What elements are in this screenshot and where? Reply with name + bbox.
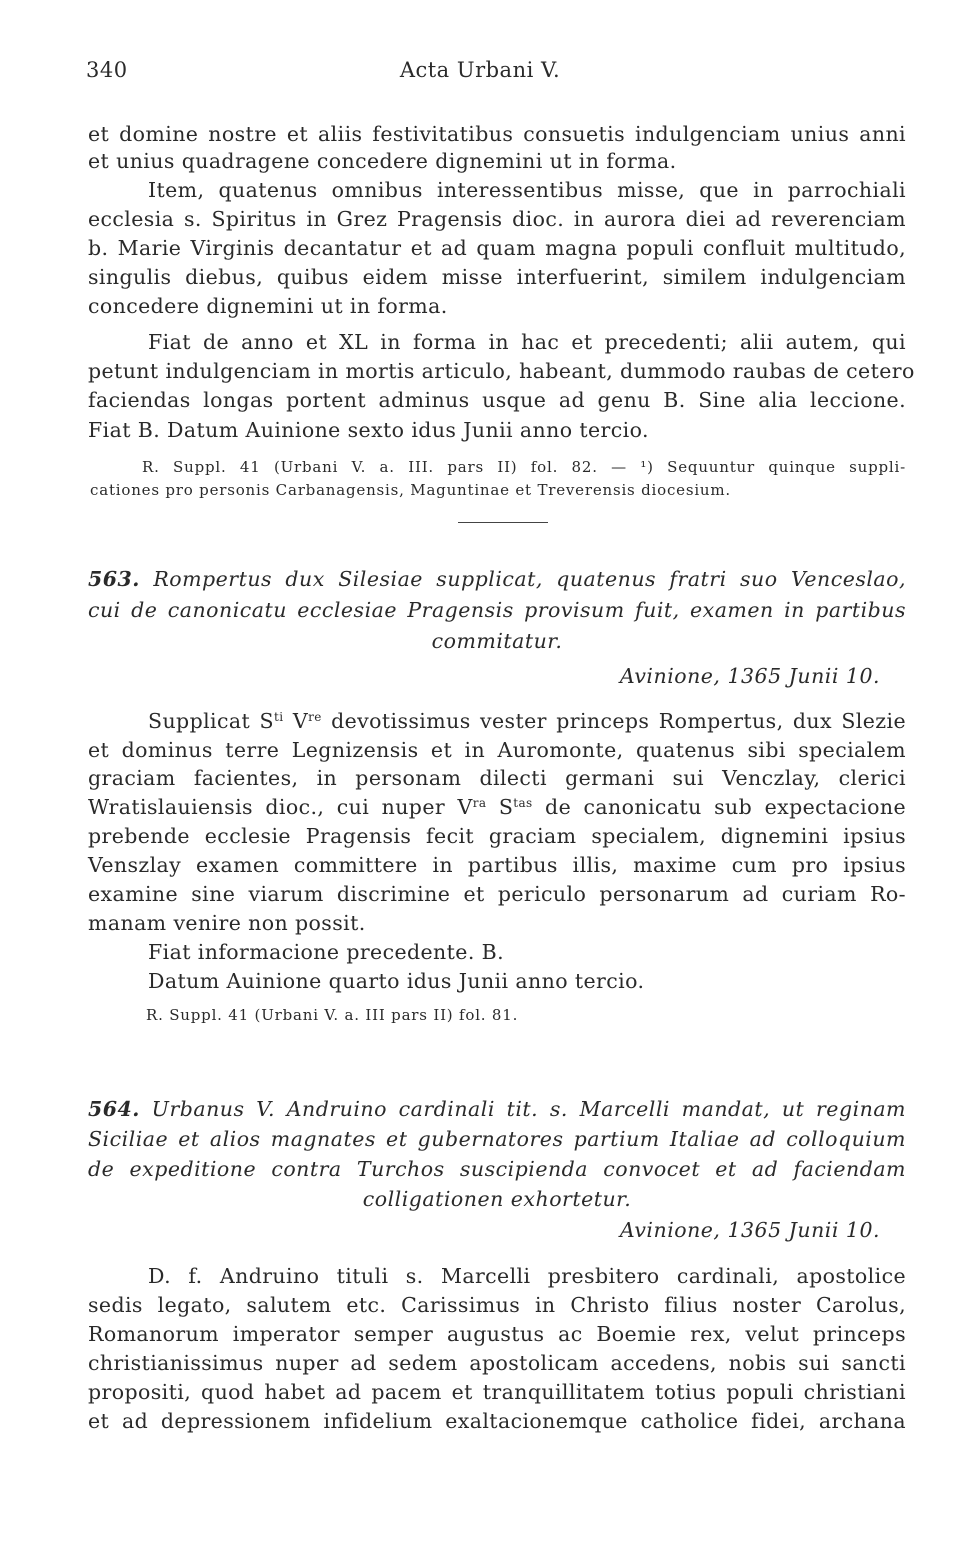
text-line xyxy=(148,707,906,735)
text-line: manam venire non possit. xyxy=(88,911,366,935)
text-line: prebende ecclesie Pragensis fecit graciam specialem, dignemini ipsius xyxy=(88,824,906,848)
rubric-text: Rompertus dux Silesiae supplicat, quatenus fratri suo Venceslao, xyxy=(153,567,906,591)
text-line: concedere dignemini ut in forma. xyxy=(88,294,448,318)
text-fragment: S xyxy=(486,795,514,819)
source-reference: R. Suppl. 41 (Urbani V. a. III pars II) fol. 81. xyxy=(146,1006,519,1024)
rubric-line: de expeditione contra Turchos suscipienda convocet et ad faciendam xyxy=(88,1157,906,1181)
text-line: et domine nostre et aliis festivitatibus consuetis indulgenciam unius anni xyxy=(88,122,906,146)
superscript: ra xyxy=(472,796,487,810)
text-line xyxy=(88,793,906,821)
superscript: ti xyxy=(273,710,284,724)
footnote-line: R. Suppl. 41 (Urbani V. a. III. pars II) fol. 82. — ¹) Sequuntur quinque suppli- xyxy=(142,458,906,476)
text-line: D. f. Andruino tituli s. Marcelli presbitero cardinali, apostolice xyxy=(148,1264,906,1288)
text-line: petunt indulgenciam in mortis articulo, habeant, dummodo raubas de cetero xyxy=(88,359,915,383)
page-header xyxy=(86,58,874,92)
text-line: Fiat B. Datum Auinione sexto idus Junii anno tercio. xyxy=(88,418,649,442)
rubric-line: commitatur. xyxy=(431,629,563,653)
text-line: singulis diebus, quibus eidem misse interfuerint, similem indulgenciam xyxy=(88,265,906,289)
text-line: Fiat informacione precedente. B. xyxy=(148,940,505,964)
text-line: et unius quadragene concedere dignemini ut in forma. xyxy=(88,149,677,173)
text-fragment: V xyxy=(283,709,309,733)
text-line: faciendas longas portent adminus usque ad genu B. Sine alia leccione. xyxy=(88,388,906,412)
text-line: ecclesia s. Spiritus in Grez Pragensis dioc. in aurora diei ad reverenciam xyxy=(88,207,906,231)
text-line: et ad depressionem infidelium exaltacionemque catholice fidei, archana xyxy=(88,1409,906,1433)
section-divider xyxy=(458,522,548,523)
text-line: Venszlay examen committere in partibus illis, maxime cum pro ipsius xyxy=(88,853,906,877)
text-fragment: de canonicatu sub expectacione xyxy=(532,795,906,819)
superscript: re xyxy=(308,710,322,724)
document-date: Avinione, 1365 Junii 10. xyxy=(619,1218,880,1242)
page-number: 340 xyxy=(86,58,128,82)
text-line: examine sine viarum discrimine et periculo personarum ad curiam Ro- xyxy=(88,882,906,906)
rubric-line xyxy=(88,1094,906,1124)
text-line: Romanorum imperator semper augustus ac Boemie rex, velut princeps xyxy=(88,1322,906,1346)
text-fragment: Wratislauiensis dioc., cui nuper V xyxy=(88,795,473,819)
text-fragment: Supplicat S xyxy=(148,709,274,733)
text-line: b. Marie Virginis decantatur et ad quam magna populi confluit multitudo, xyxy=(88,236,906,260)
superscript: tas xyxy=(513,796,533,810)
document-number: 563. xyxy=(88,567,140,591)
text-line: graciam facientes, in personam dilecti germani sui Venczlay, clerici xyxy=(88,766,906,790)
rubric-line: Siciliae et alios magnates et gubernatores partium Italiae ad colloquium xyxy=(88,1127,906,1151)
document-date: Avinione, 1365 Junii 10. xyxy=(619,664,880,688)
rubric-line: colligationen exhortetur. xyxy=(362,1187,632,1211)
text-line: christianissimus nuper ad sedem apostolicam accedens, nobis sui sancti xyxy=(88,1351,906,1375)
rubric-line: cui de canonicatu ecclesiae Pragensis provisum fuit, examen in partibus xyxy=(88,598,906,622)
text-line: Datum Auinione quarto idus Junii anno tercio. xyxy=(148,969,645,993)
text-fragment: devotissimus vester princeps Rompertus, dux Slezie xyxy=(321,709,906,733)
footnote-line: cationes pro personis Carbanagensis, Maguntinae et Treverensis diocesium. xyxy=(90,481,731,499)
rubric-text: Urbanus V. Andruino cardinali tit. s. Marcelli mandat, ut reginam xyxy=(151,1097,906,1121)
text-line: sedis legato, salutem etc. Carissimus in Christo filius noster Carolus, xyxy=(88,1293,906,1317)
text-line: propositi, quod habet ad pacem et tranquillitatem totius populi christiani xyxy=(88,1380,906,1404)
running-title: Acta Urbani V. xyxy=(399,58,561,82)
text-line: et dominus terre Legnizensis et in Auromonte, quatenus sibi specialem xyxy=(88,738,906,762)
document-number: 564. xyxy=(88,1097,140,1121)
text-line: Fiat de anno et XL in forma in hac et precedenti; alii autem, qui xyxy=(148,330,906,354)
text-line: Item, quatenus omnibus interessentibus misse, que in parrochiali xyxy=(148,178,906,202)
rubric-line xyxy=(88,564,906,594)
